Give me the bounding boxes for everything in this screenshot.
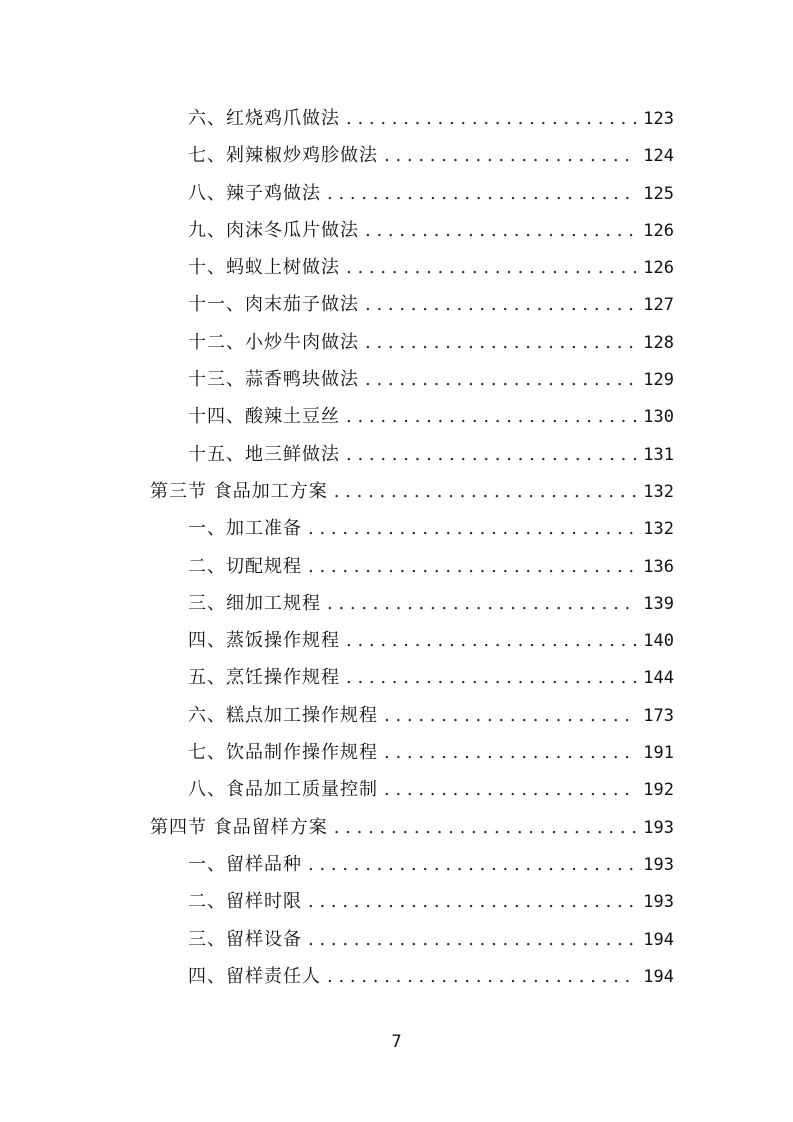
toc-entry-title: 七、剁辣椒炒鸡胗做法 (188, 145, 378, 167)
toc-entry[interactable] (150, 883, 674, 920)
toc-entry-title: 十三、蒜香鸭块做法 (188, 369, 359, 391)
toc-entry-page: 140 (643, 631, 674, 652)
toc-dot-leader (384, 771, 637, 808)
toc-entry-title: 四、留样责任人 (188, 965, 321, 987)
toc-dot-leader (346, 398, 637, 435)
toc-entry-page: 191 (643, 743, 674, 764)
toc-dot-leader (384, 697, 637, 734)
toc-section-entry[interactable] (150, 809, 674, 846)
toc-entry[interactable] (150, 958, 674, 995)
toc-entry-page: 126 (643, 258, 674, 279)
toc-dot-leader (308, 548, 637, 585)
toc-entry-title: 二、留样时限 (188, 891, 302, 913)
toc-entry[interactable] (150, 697, 674, 734)
toc-entry-page: 132 (643, 519, 674, 540)
toc-entry[interactable] (150, 771, 674, 808)
toc-entry-title: 五、烹饪操作规程 (188, 667, 340, 689)
toc-entry[interactable] (150, 622, 674, 659)
toc-entry[interactable] (150, 734, 674, 771)
toc-entry-title: 二、切配规程 (188, 555, 302, 577)
toc-entry-title: 三、留样设备 (188, 928, 302, 950)
toc-entry-title: 八、食品加工质量控制 (188, 779, 378, 801)
toc-dot-leader (334, 809, 638, 846)
toc-dot-leader (327, 175, 637, 212)
table-of-contents (150, 100, 674, 995)
toc-dot-leader (346, 622, 637, 659)
toc-entry[interactable] (150, 436, 674, 473)
toc-dot-leader (327, 585, 637, 622)
toc-entry[interactable] (150, 921, 674, 958)
toc-dot-leader (384, 734, 637, 771)
toc-entry-page: 127 (643, 295, 674, 316)
toc-entry-title: 第四节 食品留样方案 (150, 816, 328, 838)
toc-dot-leader (308, 921, 637, 958)
toc-dot-leader (346, 659, 637, 696)
toc-entry[interactable] (150, 137, 674, 174)
toc-dot-leader (327, 958, 637, 995)
toc-entry[interactable] (150, 324, 674, 361)
toc-entry-title: 九、肉沫冬瓜片做法 (188, 219, 359, 241)
toc-entry[interactable] (150, 398, 674, 435)
toc-entry-page: 128 (643, 332, 674, 353)
toc-entry-page: 123 (643, 109, 674, 129)
toc-entry-title: 十二、小炒牛肉做法 (188, 331, 359, 353)
toc-entry-title: 七、饮品制作操作规程 (188, 742, 378, 764)
toc-entry[interactable] (150, 361, 674, 398)
toc-entry-title: 六、红烧鸡爪做法 (188, 108, 340, 129)
toc-entry-page: 125 (643, 183, 674, 204)
toc-dot-leader (365, 324, 637, 361)
toc-entry-title: 四、蒸饭操作规程 (188, 630, 340, 652)
toc-dot-leader (308, 510, 637, 547)
toc-dot-leader (346, 436, 637, 473)
page-number: 7 (391, 1032, 402, 1052)
toc-dot-leader (346, 100, 637, 137)
toc-entry-title: 一、加工准备 (188, 518, 302, 540)
toc-entry[interactable] (150, 846, 674, 883)
toc-entry-page: 193 (643, 854, 674, 875)
toc-entry-page: 194 (643, 929, 674, 950)
toc-entry-page: 173 (643, 705, 674, 726)
toc-entry-page: 193 (643, 892, 674, 913)
toc-dot-leader (334, 473, 638, 510)
toc-entry-title: 十五、地三鲜做法 (188, 443, 340, 465)
toc-dot-leader (308, 883, 637, 920)
toc-entry-page: 126 (643, 220, 674, 241)
toc-entry[interactable] (150, 585, 674, 622)
toc-entry-title: 六、糕点加工操作规程 (188, 704, 378, 726)
toc-entry[interactable] (150, 286, 674, 323)
toc-entry-page: 194 (643, 966, 674, 987)
toc-dot-leader (365, 361, 637, 398)
toc-entry-page: 131 (643, 444, 674, 465)
toc-dot-leader (365, 286, 637, 323)
toc-entry[interactable] (150, 100, 674, 137)
toc-entry[interactable] (150, 548, 674, 585)
toc-entry-page: 144 (643, 668, 674, 689)
toc-entry-page: 124 (643, 146, 674, 167)
toc-entry[interactable] (150, 212, 674, 249)
toc-entry[interactable] (150, 249, 674, 286)
toc-section-entry[interactable] (150, 473, 674, 510)
toc-entry-page: 192 (643, 780, 674, 801)
toc-entry-page: 132 (643, 481, 674, 502)
toc-entry[interactable] (150, 510, 674, 547)
toc-entry-page: 193 (643, 817, 674, 838)
toc-entry-title: 第三节 食品加工方案 (150, 480, 328, 502)
toc-entry-title: 八、辣子鸡做法 (188, 182, 321, 204)
toc-entry-page: 129 (643, 370, 674, 391)
toc-dot-leader (365, 212, 637, 249)
toc-entry-page: 139 (643, 593, 674, 614)
toc-entry-title: 十一、肉末茄子做法 (188, 294, 359, 316)
toc-entry-title: 十四、酸辣土豆丝 (188, 406, 340, 428)
toc-entry-title: 三、细加工规程 (188, 592, 321, 614)
toc-entry-title: 十、蚂蚁上树做法 (188, 257, 340, 279)
toc-entry-page: 136 (643, 556, 674, 577)
toc-dot-leader (308, 846, 637, 883)
toc-entry-title: 一、留样品种 (188, 853, 302, 875)
toc-entry[interactable] (150, 175, 674, 212)
toc-entry[interactable] (150, 659, 674, 696)
toc-dot-leader (384, 137, 637, 174)
toc-dot-leader (346, 249, 637, 286)
toc-entry-page: 130 (643, 407, 674, 428)
